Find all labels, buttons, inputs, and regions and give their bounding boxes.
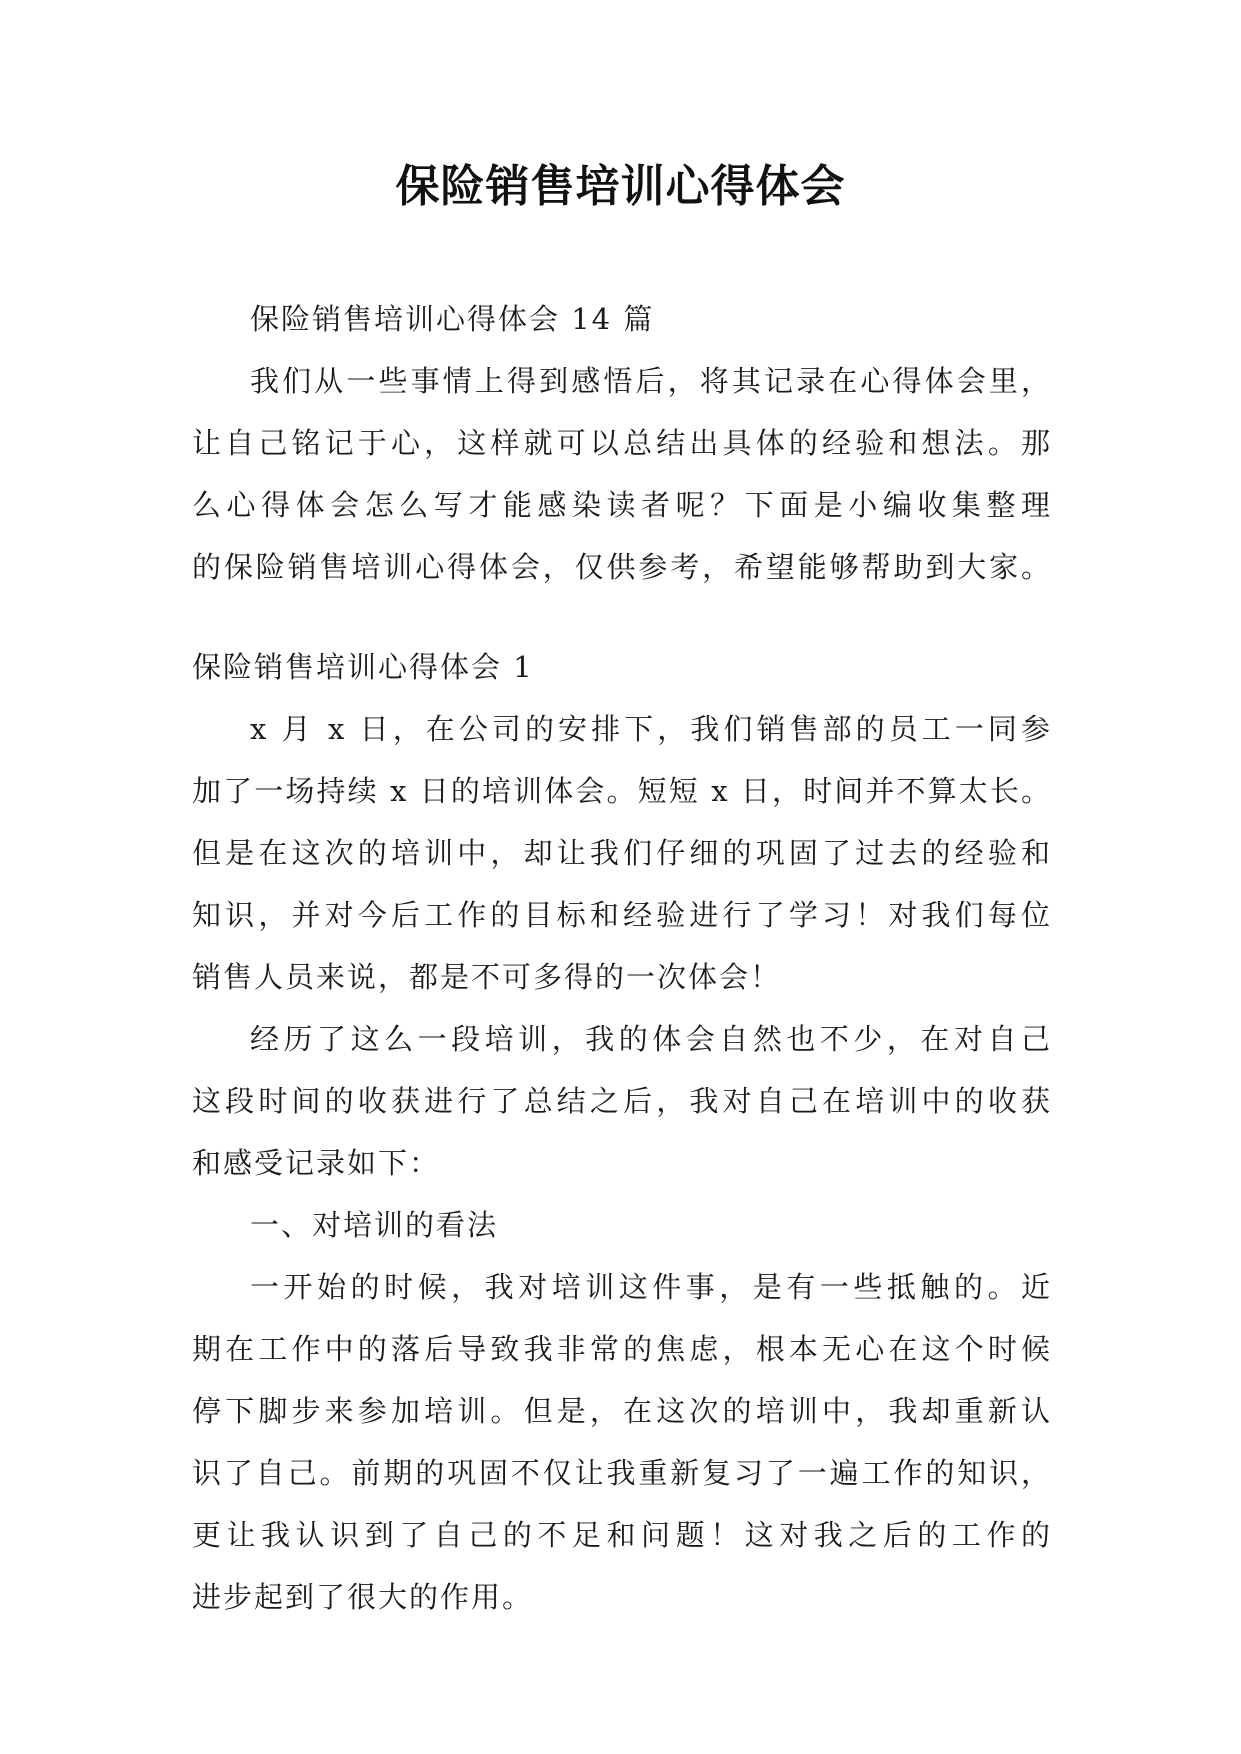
paragraph-line: 一开始的时候，我对培训这件事，是有一些抵触的。近 bbox=[250, 1270, 1052, 1304]
intro-line: 我们从一些事情上得到感悟后，将其记录在心得体会里， bbox=[250, 364, 1052, 398]
paragraph-line: 这段时间的收获进行了总结之后，我对自己在培训中的收获 bbox=[192, 1084, 1052, 1118]
paragraph-line: 更让我认识到了自己的不足和问题！这对我之后的工作的 bbox=[192, 1518, 1052, 1552]
paragraph-line: 加了一场持续 x 日的培训体会。短短 x 日，时间并不算太长。 bbox=[192, 774, 1052, 808]
section-heading: 保险销售培训心得体会 1 bbox=[192, 650, 534, 684]
paragraph-line: 和感受记录如下： bbox=[192, 1146, 441, 1180]
paragraph-line: 进步起到了很大的作用。 bbox=[192, 1580, 534, 1614]
paragraph-line: 识了自己。前期的巩固不仅让我重新复习了一遍工作的知识， bbox=[192, 1456, 1052, 1490]
document-subtitle: 保险销售培训心得体会 14 篇 bbox=[250, 302, 655, 336]
document-body bbox=[192, 288, 1052, 1628]
subheading: 一、对培训的看法 bbox=[250, 1208, 499, 1242]
paragraph-line: 知识，并对今后工作的目标和经验进行了学习！对我们每位 bbox=[192, 898, 1052, 932]
paragraph-1 bbox=[192, 698, 1052, 1008]
intro-line: 么心得体会怎么写才能感染读者呢？下面是小编收集整理 bbox=[192, 488, 1052, 522]
paragraph-line: 经历了这么一段培训，我的体会自然也不少，在对自己 bbox=[250, 1022, 1052, 1056]
intro-paragraph bbox=[192, 350, 1052, 598]
intro-line: 让自己铭记于心，这样就可以总结出具体的经验和想法。那 bbox=[192, 426, 1052, 460]
paragraph-line: x 月 x 日，在公司的安排下，我们销售部的员工一同参 bbox=[250, 712, 1052, 746]
paragraph-line: 停下脚步来参加培训。但是，在这次的培训中，我却重新认 bbox=[192, 1394, 1052, 1428]
paragraph-line: 但是在这次的培训中，却让我们仔细的巩固了过去的经验和 bbox=[192, 836, 1052, 870]
paragraph-2 bbox=[192, 1008, 1052, 1194]
paragraph-3 bbox=[192, 1256, 1052, 1628]
document-title: 保险销售培训心得体会 bbox=[395, 161, 846, 212]
paragraph-line: 销售人员来说，都是不可多得的一次体会！ bbox=[192, 960, 782, 994]
intro-line: 的保险销售培训心得体会，仅供参考，希望能够帮助到大家。 bbox=[192, 550, 1052, 584]
paragraph-line: 期在工作中的落后导致我非常的焦虑，根本无心在这个时候 bbox=[192, 1332, 1052, 1366]
